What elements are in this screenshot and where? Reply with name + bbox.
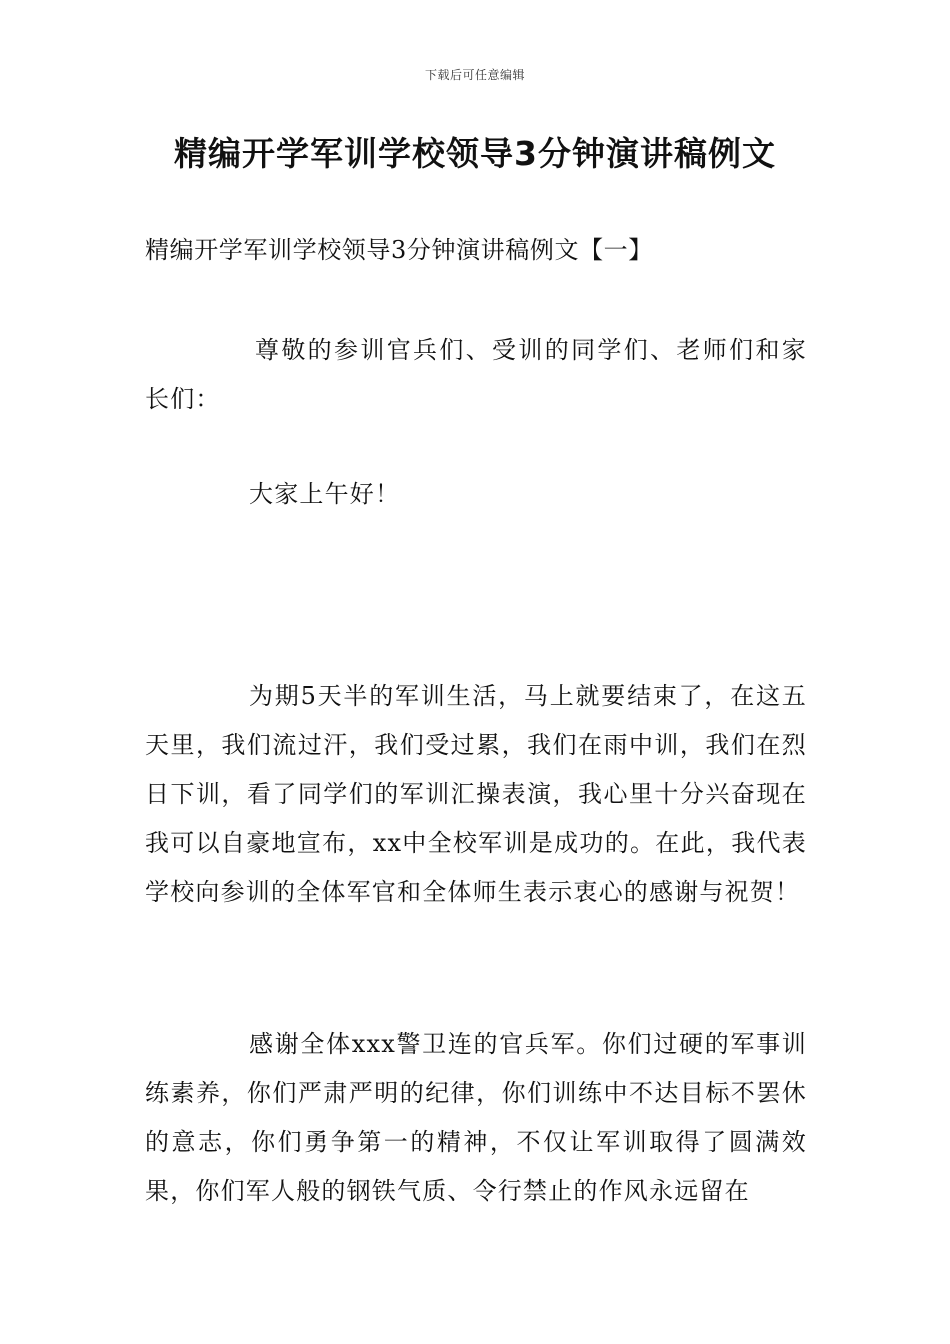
greeting-paragraph: 大家上午好！ xyxy=(249,480,401,508)
body-paragraph: 感谢全体xxx警卫连的官兵军。你们过硬的军事训练素养，你们严肃严明的纪律，你们训练中不达目标不罢休的意志，你们勇争第一的精神，不仅让军训取得了圆满效果，你们军人般的钢铁气质、令行禁止的作风永远留在 xyxy=(145,1030,807,1205)
header-note: 下载后可任意编辑 xyxy=(424,68,525,82)
document-title: 精编开学军训学校领导3分钟演讲稿例文 xyxy=(174,134,776,173)
salutation-paragraph: 尊敬的参训官兵们、受训的同学们、老师们和家长们： xyxy=(145,336,807,413)
section-subtitle: 精编开学军训学校领导3分钟演讲稿例文【一】 xyxy=(145,236,653,264)
body-paragraph: 为期5天半的军训生活，马上就要结束了，在这五天里，我们流过汗，我们受过累，我们在雨中训，我们在烈日下训，看了同学们的军训汇操表演，我心里十分兴奋现在我可以自豪地宣布，xx中全校军训是成功的。在此，我代表学校向参训的全体军官和全体师生表示衷心的感谢与祝贺！ xyxy=(145,682,807,906)
